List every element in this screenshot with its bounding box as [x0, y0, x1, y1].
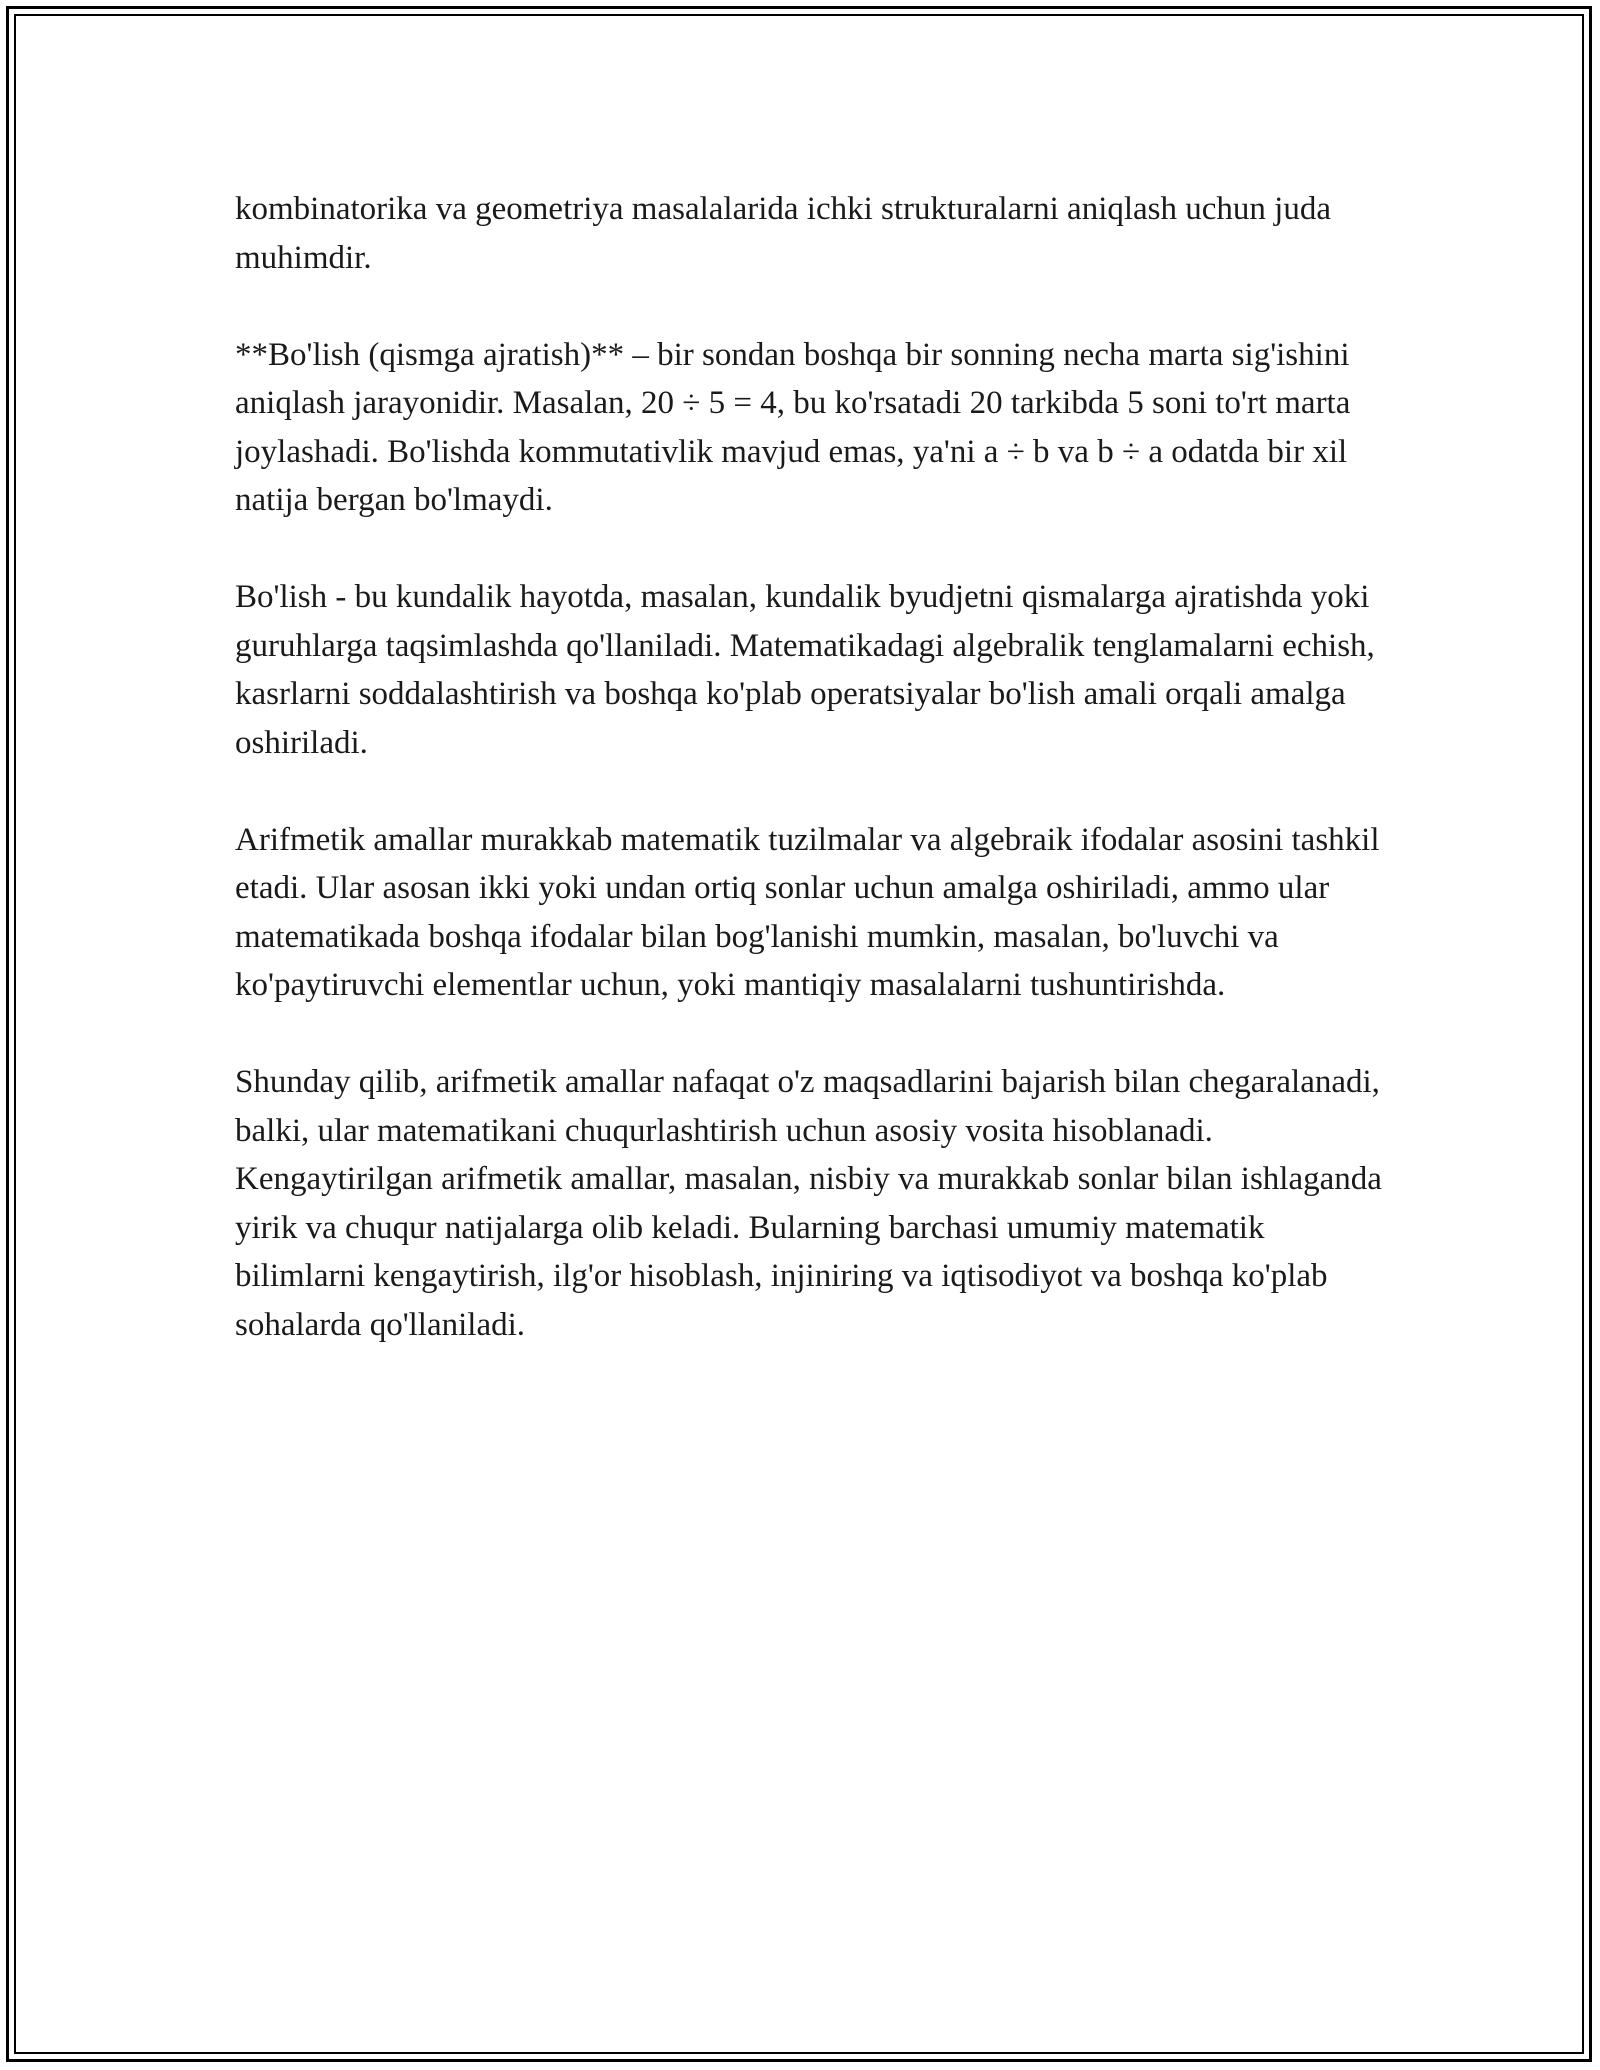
- paragraph-conclusion: Shunday qilib, arifmetik amallar nafaqat o'z maqsadlarini bajarish bilan chegaralanadi, balki, ular matematikani chuqurlashtirish uchun asosiy vosita hisoblanadi. Kengaytirilgan arifmetik amallar, masalan, nisbiy va murakkab sonlar bilan ishlaganda yirik va chuqur natijalarga olib keladi. Bularning barchasi umumiy matematik bilimlarni kengaytirish, ilg'or hisoblash, injiniring va iqtisodiyot va boshqa ko'plab sohalarda qo'llaniladi.: [235, 1064, 1382, 1343]
- paragraph-intro-continuation: kombinatorika va geometriya masalalarida ichki strukturalarni aniqlash uchun juda muhimdir.: [235, 191, 1331, 276]
- paragraph-arithmetic-operations: Arifmetik amallar murakkab matematik tuzilmalar va algebraik ifodalar asosini tashkil etadi. Ular asosan ikki yoki undan ortiq sonlar uchun amalga oshiriladi, ammo ular matematikada boshqa ifodalar bilan bog'lanishi mumkin, masalan, bo'luvchi va ko'paytiruvchi elementlar uchun, yoki mantiqiy masalalarni tushuntirishda.: [235, 821, 1380, 1003]
- paragraph-division-definition: **Bo'lish (qismga ajratish)** – bir sondan boshqa bir sonning necha marta sig'ishini aniqlash jarayonidir. Masalan, 20 ÷ 5 = 4, bu ko'rsatadi 20 tarkibda 5 soni to'rt marta joylashadi. Bo'lishda kommutativlik mavjud emas, ya'ni a ÷ b va b ÷ a odatda bir xil natija bergan bo'lmaydi.: [235, 336, 1351, 518]
- document-body: [235, 185, 1385, 1398]
- paragraph-division-usage: Bo'lish - bu kundalik hayotda, masalan, kundalik byudjetni qismalarga ajratishda yoki guruhlarga taqsimlashda qo'llaniladi. Matematikadagi algebralik tenglamalarni echish, kasrlarni soddalashtirish va boshqa ko'plab operatsiyalar bo'lish amali orqali amalga oshiriladi.: [235, 579, 1375, 761]
